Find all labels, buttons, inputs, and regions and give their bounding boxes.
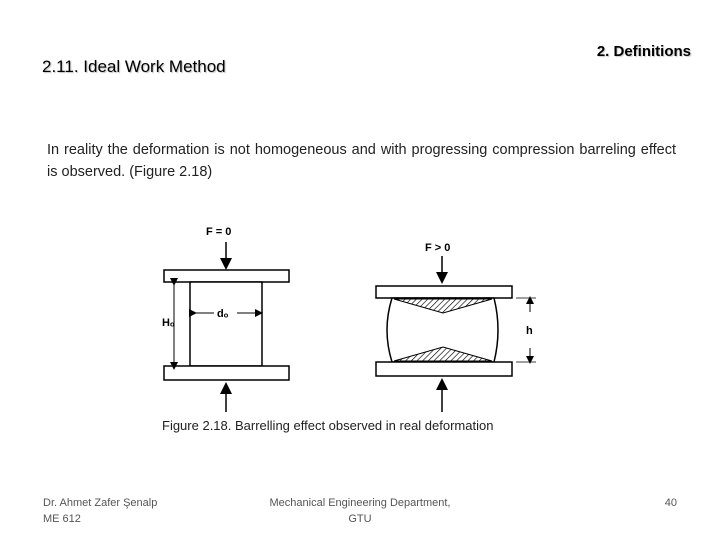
right-top-platen: [376, 286, 512, 298]
footer-dept-name: Mechanical Engineering Department,: [269, 497, 451, 509]
left-force-label: F = 0: [206, 226, 232, 238]
footer-author-name: Dr. Ahmet Zafer Şenalp: [43, 497, 158, 509]
body-paragraph: In reality the deformation is not homogeneous and with progressing compression barreling effect is observed. (Figure 2.18): [47, 142, 676, 180]
chapter-label: 2. Definitions: [596, 43, 691, 60]
figure-2-18: [150, 220, 533, 420]
footer-course-code: ME 612: [43, 513, 81, 525]
right-force-label: F > 0: [425, 242, 451, 254]
deformed-specimen: [376, 242, 536, 412]
page-number: 40: [664, 497, 677, 509]
footer-author: [43, 495, 157, 527]
left-height-label: Hₒ: [162, 317, 175, 329]
left-cylinder: [190, 282, 262, 366]
right-height-label: h: [526, 325, 533, 337]
footer-department: [250, 495, 470, 527]
left-bottom-platen: [164, 366, 289, 380]
section-title: 2.11. Ideal Work Method: [42, 57, 226, 76]
figure-caption: Figure 2.18. Barrelling effect observed in real deformation: [162, 418, 494, 433]
diameter-label: dₒ: [217, 308, 229, 320]
barrelling-diagram: [150, 220, 533, 420]
right-bottom-platen: [376, 362, 512, 376]
left-top-platen: [164, 270, 289, 282]
undeformed-specimen: [162, 226, 289, 412]
footer-university: GTU: [348, 513, 372, 525]
